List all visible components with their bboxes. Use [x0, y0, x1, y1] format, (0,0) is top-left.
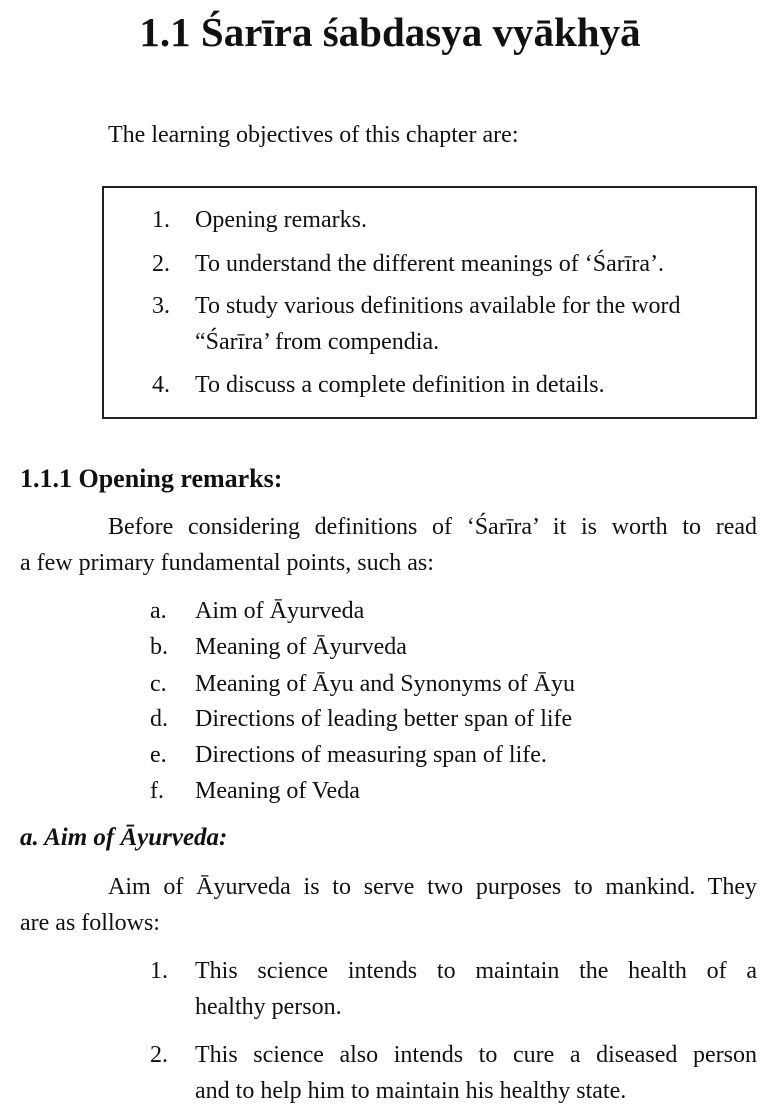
objective-text: Opening remarks.: [195, 207, 367, 233]
objective-number: 1.: [152, 207, 170, 233]
objective-number: 2.: [152, 251, 170, 277]
paragraph-line: Aim of Āyurveda is to serve two purposes to mankind. They: [108, 874, 757, 900]
point-text: Meaning of Āyurveda: [195, 634, 407, 660]
point-text: Meaning of Āyu and Synonyms of Āyu: [195, 671, 575, 697]
objective-number: 3.: [152, 293, 170, 319]
chapter-title: 1.1 Śarīra śabdasya vyākhyā: [139, 9, 641, 55]
point-letter: b.: [150, 634, 168, 660]
objective-number: 4.: [152, 372, 170, 398]
purpose-text: This science also intends to cure a diseased person: [195, 1042, 757, 1068]
objective-text: To study various definitions available for the word: [195, 293, 681, 319]
point-letter: e.: [150, 742, 167, 768]
purpose-number: 1.: [150, 958, 168, 984]
subsection-heading: a. Aim of Āyurveda:: [20, 824, 228, 851]
purpose-text: and to help him to maintain his healthy state.: [195, 1078, 627, 1104]
section-heading: 1.1.1 Opening remarks:: [20, 464, 283, 493]
purpose-number: 2.: [150, 1042, 168, 1068]
paragraph-line: a few primary fundamental points, such as:: [20, 550, 434, 576]
point-text: Directions of measuring span of life.: [195, 742, 547, 768]
point-text: Meaning of Veda: [195, 778, 360, 804]
point-letter: d.: [150, 706, 168, 732]
point-letter: c.: [150, 671, 167, 697]
purpose-text: This science intends to maintain the health of a: [195, 958, 757, 984]
objective-text: To discuss a complete definition in details.: [195, 372, 605, 398]
paragraph-line: are as follows:: [20, 910, 160, 936]
point-letter: a.: [150, 598, 167, 624]
point-text: Directions of leading better span of life: [195, 706, 573, 732]
point-letter: f.: [150, 778, 164, 804]
intro-text: The learning objectives of this chapter are:: [108, 122, 519, 148]
objective-text: To understand the different meanings of ‘Śarīra’.: [195, 251, 665, 277]
purpose-text: healthy person.: [195, 994, 342, 1020]
point-text: Aim of Āyurveda: [195, 598, 365, 624]
objective-text: “Śarīra’ from compendia.: [195, 329, 440, 355]
paragraph-line: Before considering definitions of ‘Śarīra’ it is worth to read: [108, 514, 757, 540]
